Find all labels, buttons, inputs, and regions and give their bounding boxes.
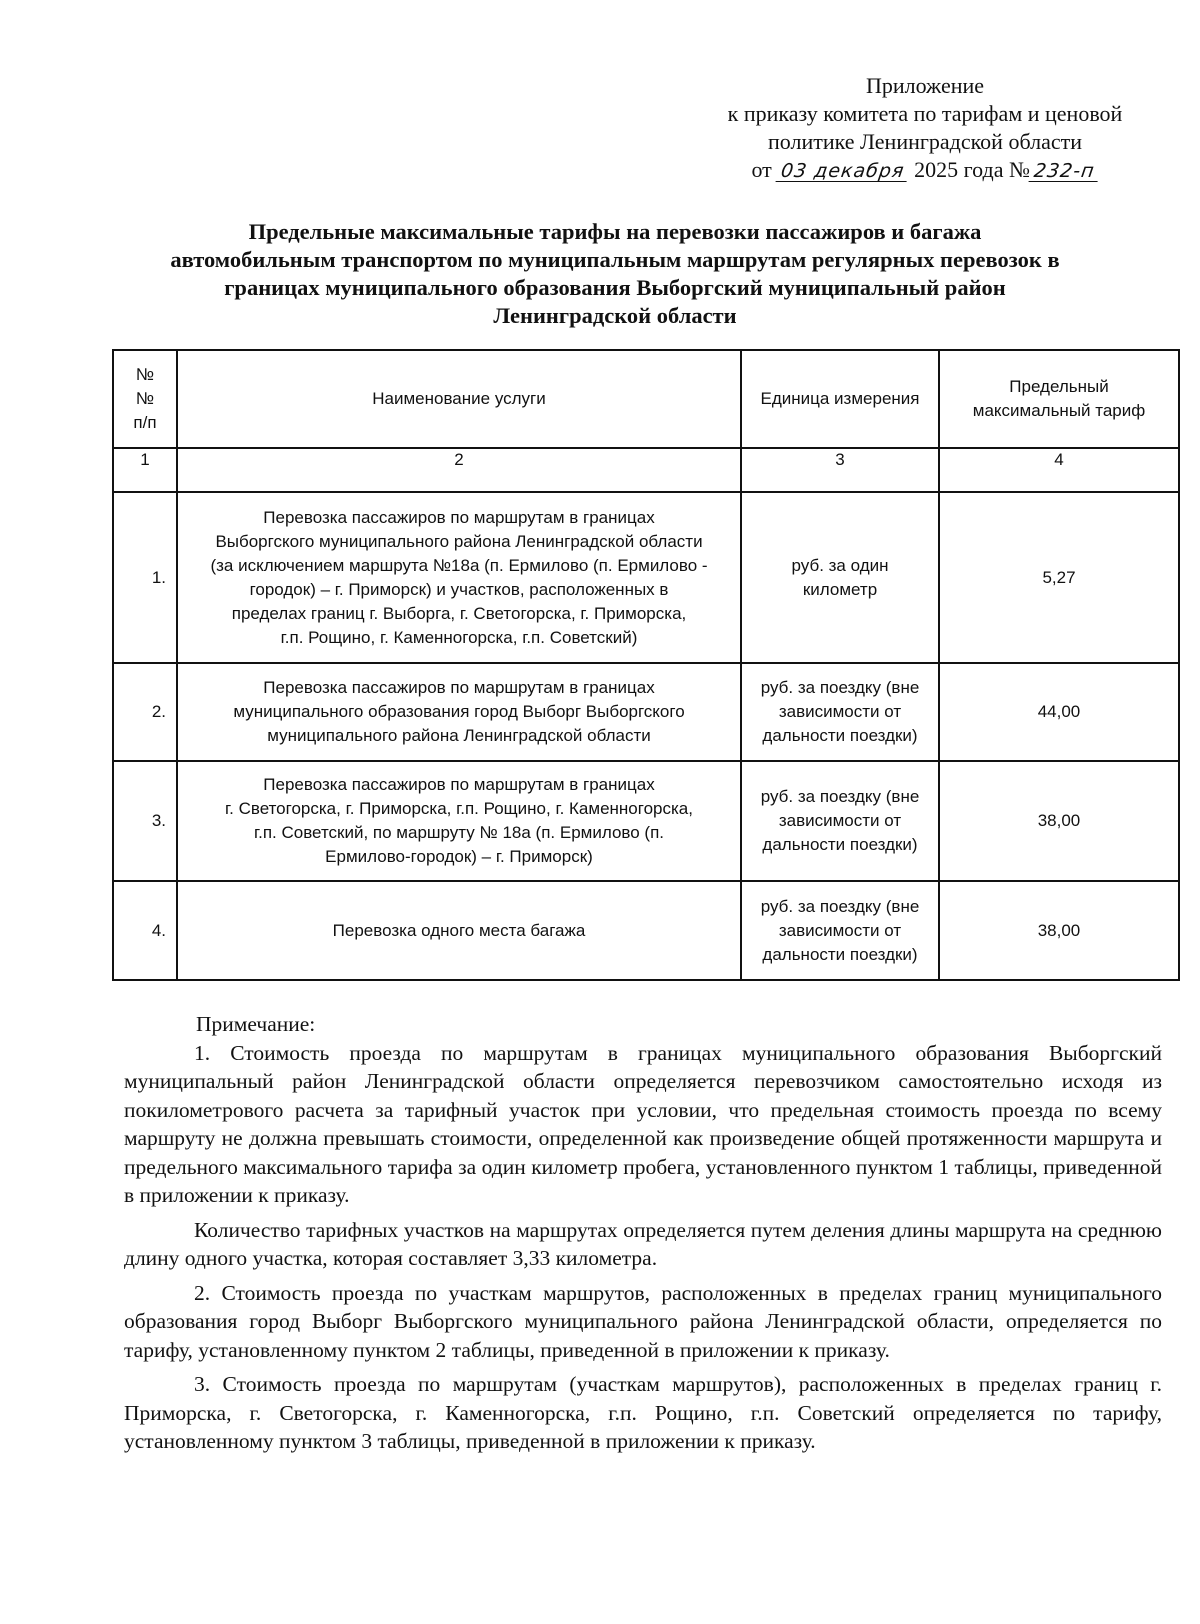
row-tariff: 5,27 bbox=[939, 492, 1179, 663]
notes-title: Примечание: bbox=[196, 1012, 316, 1036]
header-date-prefix: от bbox=[751, 157, 772, 182]
unit-line: руб. за поездку (вне bbox=[760, 678, 920, 697]
row-service bbox=[177, 881, 741, 980]
title-line-3: границах муниципального образования Выборгский муниципальный район bbox=[224, 275, 1006, 300]
service-line: муниципального района Ленинградской области bbox=[267, 726, 651, 745]
unit-line: руб. за поездку (вне bbox=[760, 787, 920, 806]
service-line: Выборгского муниципального района Ленинградской области bbox=[215, 531, 703, 551]
row-unit bbox=[741, 761, 939, 881]
header-line-1: Приложение bbox=[865, 73, 985, 98]
row-service bbox=[177, 663, 741, 761]
unit-line: руб. за поездку (вне bbox=[760, 896, 920, 916]
table-row bbox=[113, 663, 1179, 761]
header-line-2: к приказу комитета по тарифам и ценовой bbox=[727, 101, 1123, 126]
unit-line: дальности поездки) bbox=[762, 944, 918, 964]
header-tariff-line-2: максимальный тариф bbox=[972, 401, 1146, 420]
note-paragraph-3: 2. Стоимость проезда по участкам маршрутов, расположенных в пределах границ муниципального образования город Выборг Выборгского муниципального района Ленинградской области, определяется по тарифу, установленному пунктом 2 таблицы, приведенной в приложении к приказу. bbox=[124, 1280, 1162, 1362]
note-paragraph-4: 3. Стоимость проезда по маршрутам (участкам маршрутов), расположенных в пределах границ г. Приморска, г. Светогорска, г. Каменногорска, г.п. Рощино, г.п. Советский определяется по тарифу, установленному пунктом 3 таблицы, приведенной в приложении к приказу. bbox=[124, 1372, 1162, 1453]
service-line: городок) – г. Приморск) и участков, расположенных в bbox=[249, 579, 669, 599]
row-tariff: 38,00 bbox=[939, 881, 1179, 980]
handwritten-order-number: 232-п bbox=[1028, 161, 1099, 182]
row-number: 2. bbox=[113, 663, 177, 761]
unit-line: дальности поездки) bbox=[762, 726, 918, 745]
table-row bbox=[113, 761, 1179, 881]
service-line: Перевозка пассажиров по маршрутам в границах bbox=[263, 775, 655, 794]
service-line: пределах границ г. Выборга, г. Светогорска, г. Приморска, bbox=[231, 603, 687, 623]
index-cell-3: 3 bbox=[741, 448, 939, 492]
service-line: муниципального образования город Выборг Выборгского bbox=[233, 702, 685, 721]
title-line-4: Ленинградской области bbox=[493, 303, 737, 328]
header-tariff-line-1: Предельный bbox=[1009, 377, 1109, 396]
row-tariff: 44,00 bbox=[939, 663, 1179, 761]
row-tariff: 38,00 bbox=[939, 761, 1179, 881]
row-number: 1. bbox=[113, 492, 177, 663]
header-service: Наименование услуги bbox=[177, 350, 741, 448]
header-number-line-2: № bbox=[135, 389, 155, 408]
service-line: Перевозка пассажиров по маршрутам в границах bbox=[263, 507, 655, 527]
row-unit bbox=[741, 492, 939, 663]
header-number-line-3: п/п bbox=[133, 413, 157, 432]
notes-section bbox=[124, 1010, 1162, 1456]
service-line: г.п. Рощино, г. Каменногорска, г.п. Советский) bbox=[280, 627, 638, 647]
service-line: г. Светогорска, г. Приморска, г.п. Рощино, г. Каменногорска, bbox=[225, 799, 693, 818]
handwritten-date: 03 декабря bbox=[776, 161, 910, 182]
title-line-2: автомобильным транспортом по муниципальным маршрутам регулярных перевозок в bbox=[170, 247, 1060, 272]
unit-line: дальности поездки) bbox=[762, 835, 918, 854]
note-paragraph-1: 1. Стоимость проезда по маршрутам в границах муниципального образования Выборгский муниципальный район Ленинградской области определяется перевозчиком самостоятельно исходя из покилометрового расчета за тарифный участок при условии, что предельная стоимость проезда по всему маршруту не должна превышать стоимости, определенной как произведение общей протяженности маршрута и предельного максимального тарифа за один километр пробега, установленного пунктом 1 таблицы, приведенной в приложении к приказу. bbox=[124, 1040, 1162, 1207]
tariff-table bbox=[112, 349, 1180, 981]
header-date-line bbox=[690, 156, 1160, 184]
unit-line: километр bbox=[802, 579, 878, 599]
row-number: 4. bbox=[113, 881, 177, 980]
document-title bbox=[150, 218, 1080, 330]
service-line: Перевозка одного места багажа bbox=[332, 920, 586, 940]
service-line: Перевозка пассажиров по маршрутам в границах bbox=[263, 678, 655, 697]
header-year-text: 2025 года № bbox=[914, 157, 1030, 182]
unit-line: руб. за один bbox=[791, 555, 889, 575]
table-index-row bbox=[113, 448, 1179, 492]
unit-line: зависимости от bbox=[778, 920, 902, 940]
header-line-3: политике Ленинградской области bbox=[767, 129, 1082, 154]
header-number-line-1: № bbox=[135, 365, 155, 384]
service-line: г.п. Советский, по маршруту № 18а (п. Ермилово (п. bbox=[253, 823, 665, 842]
header-tariff bbox=[939, 350, 1179, 448]
row-service bbox=[177, 761, 741, 881]
row-unit bbox=[741, 663, 939, 761]
table-row bbox=[113, 492, 1179, 663]
service-line: Ермилово-городок) – г. Приморск) bbox=[325, 847, 593, 866]
index-cell-1: 1 bbox=[113, 448, 177, 492]
unit-line: зависимости от bbox=[778, 702, 902, 721]
service-line: (за исключением маршрута №18а (п. Ермилово (п. Ермилово - bbox=[210, 555, 708, 575]
table-header-row bbox=[113, 350, 1179, 448]
row-unit bbox=[741, 881, 939, 980]
unit-line: зависимости от bbox=[778, 811, 902, 830]
row-number: 3. bbox=[113, 761, 177, 881]
header-number bbox=[113, 350, 177, 448]
title-line-1: Предельные максимальные тарифы на перевозки пассажиров и багажа bbox=[248, 219, 982, 244]
table-row bbox=[113, 881, 1179, 980]
index-cell-2: 2 bbox=[177, 448, 741, 492]
document-header bbox=[690, 72, 1160, 184]
index-cell-4: 4 bbox=[939, 448, 1179, 492]
note-paragraph-2: Количество тарифных участков на маршрутах определяется путем деления длины маршрута на среднюю длину одного участка, которая составляет 3,33 километра. bbox=[124, 1217, 1162, 1270]
row-service bbox=[177, 492, 741, 663]
header-unit: Единица измерения bbox=[741, 350, 939, 448]
